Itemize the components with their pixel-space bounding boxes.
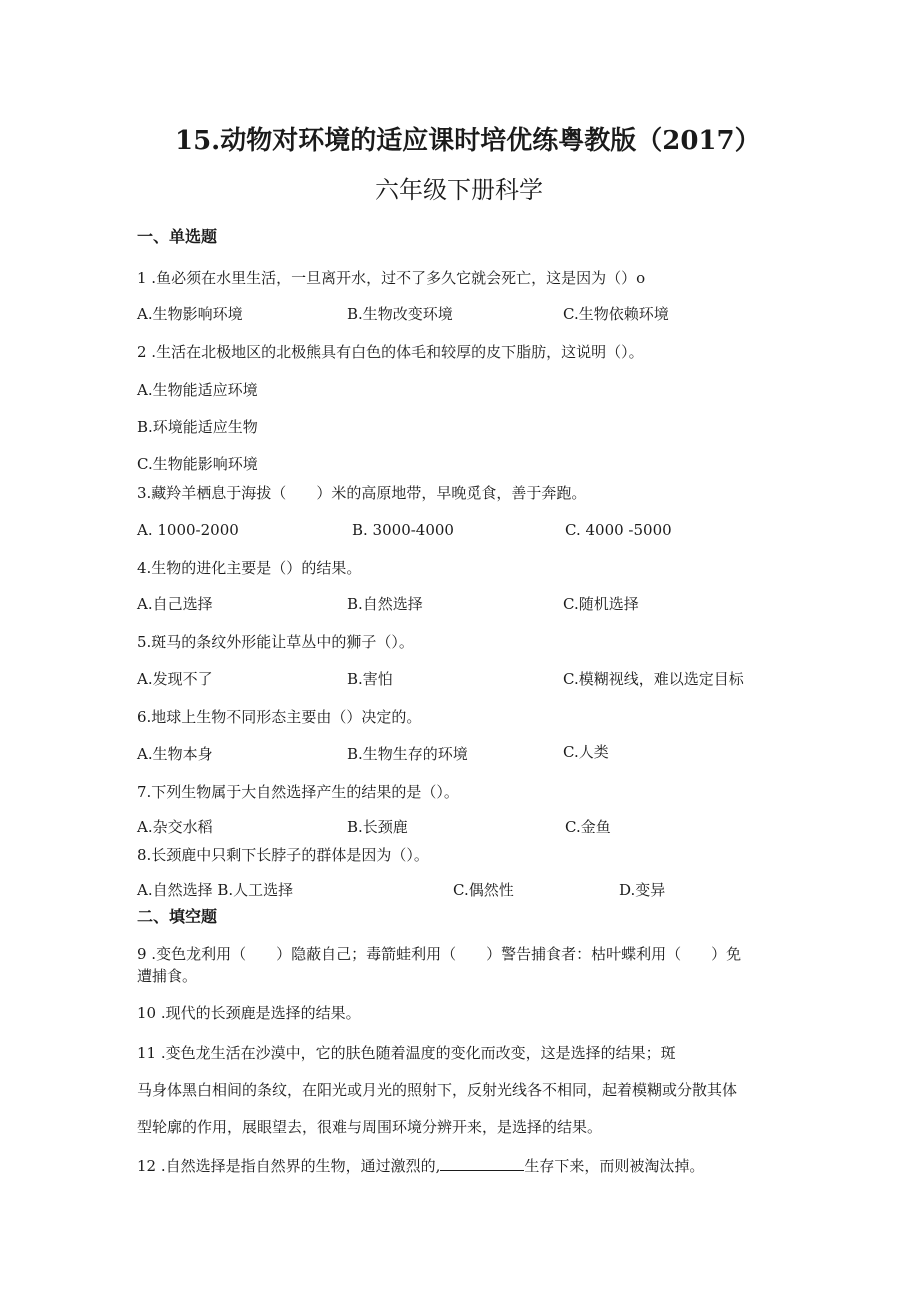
q6-option-a: A.生物本身 (137, 745, 213, 763)
question-12 (137, 1158, 704, 1174)
q6-option-b: B.生物生存的环境 (347, 745, 468, 763)
question-9-line-1: 9 .变色龙利用（ ）隐蔽自己；毒箭蛙利用（ ）警告捕食者：枯叶蝶利用（ ）免 (137, 945, 742, 963)
section-heading-fill-in: 二、填空题 (137, 907, 218, 926)
document-subtitle: 六年级下册科学 (375, 176, 543, 204)
q4-option-c: C.随机选择 (563, 595, 639, 613)
question-1: 1 .鱼必须在水里生活，一旦离开水，过不了多久它就会死亡，这是因为（）o (137, 269, 646, 287)
question-2: 2 .生活在北极地区的北极熊具有白色的体毛和较厚的皮下脂肪，这说明（）。 (137, 343, 644, 361)
q1-option-c: C.生物依赖环境 (563, 305, 669, 323)
q5-option-a: A.发现不了 (137, 670, 213, 688)
question-3: 3.藏羚羊栖息于海拔（ ）米的高原地带，早晚觅食，善于奔跑。 (137, 484, 587, 502)
question-5: 5.斑马的条纹外形能让草丛中的狮子（）。 (137, 633, 414, 651)
question-11-line-1: 11 .变色龙生活在沙漠中，它的肤色随着温度的变化而改变，这是选择的结果；斑 (137, 1044, 676, 1062)
document-title: 15.动物对环境的适应课时培优练粤教版（2017） (175, 126, 761, 156)
q5-option-c: C.模糊视线，难以选定目标 (563, 670, 744, 688)
q3-option-a: A. 1000-2000 (137, 521, 239, 539)
question-8: 8.长颈鹿中只剩下长脖子的群体是因为（）。 (137, 846, 429, 864)
question-11-line-2: 马身体黑白相间的条纹，在阳光或月光的照射下，反射光线各不相同，起着模糊或分散其体 (137, 1081, 738, 1099)
question-4: 4.生物的进化主要是（）的结果。 (137, 559, 362, 577)
q2-option-b: B.环境能适应生物 (137, 418, 258, 436)
q8-option-d: D.变异 (619, 881, 666, 899)
q6-option-c: C.人类 (563, 743, 609, 761)
question-9-line-2: 遭捕食。 (137, 967, 198, 985)
q2-option-c: C.生物能影响环境 (137, 455, 258, 473)
q7-option-c: C.金鱼 (565, 818, 611, 836)
q5-option-b: B.害怕 (347, 670, 393, 688)
question-12-text-before: 12 .自然选择是指自然界的生物，通过激烈的, (137, 1157, 441, 1175)
question-7: 7.下列生物属于大自然选择产生的结果的是（）。 (137, 783, 459, 801)
q8-option-c: C.偶然性 (453, 881, 514, 899)
q2-option-a: A.生物能适应环境 (137, 381, 258, 399)
q4-option-b: B.自然选择 (347, 595, 423, 613)
q3-option-b: B. 3000-4000 (352, 521, 454, 539)
section-heading-single-choice: 一、单选题 (137, 227, 218, 246)
question-12-text-after: 生存下来，而则被淘汰掉。 (524, 1157, 705, 1175)
q7-option-b: B.长颈鹿 (347, 818, 408, 836)
q3-option-c: C. 4000 -5000 (565, 521, 672, 539)
question-11-line-3: 型轮廓的作用，展眼望去，很难与周围环境分辨开来，是选择的结果。 (137, 1118, 603, 1136)
q8-option-ab: A.自然选择 B.人工选择 (137, 881, 294, 899)
q7-option-a: A.杂交水稻 (137, 818, 213, 836)
q4-option-a: A.自己选择 (137, 595, 213, 613)
question-10: 10 .现代的长颈鹿是选择的结果。 (137, 1004, 361, 1022)
q1-option-a: A.生物影响环境 (137, 305, 243, 323)
q1-option-b: B.生物改变环境 (347, 305, 453, 323)
answer-blank (440, 1158, 524, 1171)
question-6: 6.地球上生物不同形态主要由（）决定的。 (137, 708, 422, 726)
